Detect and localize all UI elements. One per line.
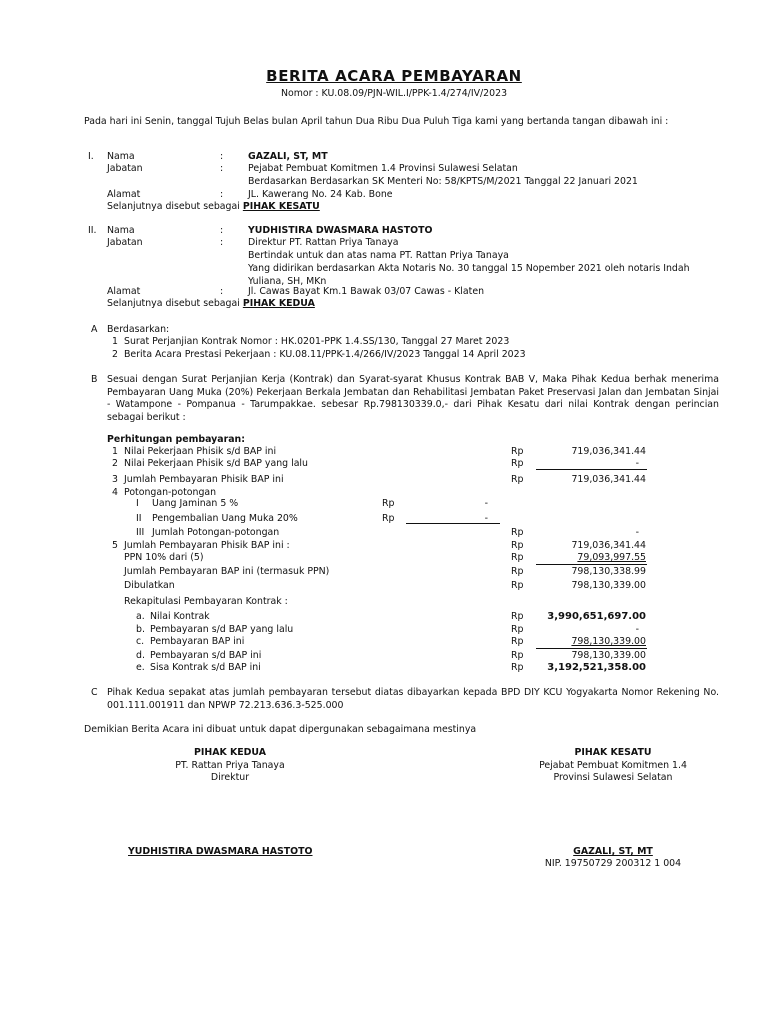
rp-label: Rp [511,650,524,661]
recap-label: Sisa Kontrak s/d BAP ini [150,662,261,673]
intro-text: Pada hari ini Senin, tanggal Tujuh Belas bulan April tahun Dua Ribu Dua Puluh Tiga kami yang bertanda tangan dibawah ini : [84,116,669,127]
calc-row-number: 4 [112,487,118,498]
party-one-number: I. [88,151,94,162]
recap-number: b. [136,624,145,635]
sign-right-name: GAZALI, ST, MT [573,846,653,857]
party-two-alias-line [107,298,315,310]
recap-label: Pembayaran s/d BAP yang lalu [150,624,294,635]
subtotal-rule [536,469,647,470]
rp-label: Rp [511,662,524,673]
party-one-address-label: Alamat [107,189,141,200]
rp-label: Rp [511,474,524,485]
section-b-text: Sesuai dengan Surat Perjanjian Kerja (Kontrak) dan Syarat-syarat Khusus Kontrak BAB V, Maka Pihak Kedua berhak menerima Pembayaran Uang Muka (20%) Pekerjaan Berkala Jembatan dan Rehabilitasi Jembatan Paket Preservasi Jalan dan Jembatan Sinjai - Watampone - Pompanua - Tarumpakkae. sebesar Rp.798130339.0,- dari Pihak Kesatu dari nilai Kontrak dengan perincian sebagai berikut : [107,374,719,423]
colon: : [220,237,224,248]
party-one-address: JL. Kawerang No. 24 Kab. Bone [248,189,393,200]
recap-label: Pembayaran BAP ini [150,636,245,647]
party-two-name: YUDHISTIRA DWASMARA HASTOTO [248,225,433,236]
recap-number: e. [136,662,145,673]
recap-rule [536,648,647,649]
recap-value: 798,130,339.00 [571,636,646,647]
section-a-item: Surat Perjanjian Kontrak Nomor : HK.0201-PPK 1.4.SS/130, Tanggal 27 Maret 2023 [124,336,510,347]
party-two-position-acting: Bertindak untuk dan atas nama PT. Rattan Priya Tanaya [248,250,509,261]
section-a-letter: A [91,324,98,335]
sign-right-nip: NIP. 19750729 200312 1 004 [544,858,682,869]
rp-label: Rp [511,458,524,469]
deduction-number: II [136,513,142,524]
party-two-number: II. [88,225,97,236]
calc-row-label: Nilai Pekerjaan Phisik s/d BAP ini [124,446,277,457]
sign-left-title: Direktur [210,772,250,783]
party-one-position-label: Jabatan [107,163,143,174]
party-two-alias: PIHAK KEDUA [242,298,315,309]
party-one-alias: PIHAK KESATU [242,201,320,212]
calc-row-number: 5 [112,540,118,551]
rp-label: Rp [511,566,524,577]
sign-right-province: Provinsi Sulawesi Selatan [553,772,673,783]
party-two-position: Direktur PT. Rattan Priya Tanaya [248,237,399,248]
recap-number: d. [136,650,145,661]
party-two-position-deed: Yang didirikan berdasarkan Akta Notaris No. 30 tanggal 15 Nopember 2021 oleh notaris Indah [248,263,690,274]
party-two-position-label: Jabatan [107,237,143,248]
calc-row-label: Jumlah Pembayaran Phisik BAP ini : [124,540,290,551]
recap-value: - [635,624,639,635]
sign-right-heading: PIHAK KESATU [574,747,652,758]
deduction-value: - [484,498,488,509]
section-a-item: Berita Acara Prestasi Pekerjaan : KU.08.11/PPK-1.4/266/IV/2023 Tanggal 14 April 2023 [124,349,526,360]
calc-row-value: 719,036,341.44 [571,446,646,457]
deduction-number: III [136,527,145,538]
party-one-name-label: Nama [107,151,135,162]
deduction-value: - [484,513,488,524]
section-a-item-number: 1 [112,336,118,347]
section-c-letter: C [91,687,98,698]
sign-left-heading: PIHAK KEDUA [193,747,267,758]
calc-row-number: 2 [112,458,118,469]
recap-number: c. [136,636,145,647]
document-number: Nomor : KU.08.09/PJN-WIL.I/PPK-1.4/274/IV/2023 [280,88,508,99]
colon: : [220,225,224,236]
recap-value: 3,192,521,358.00 [547,662,646,673]
party-one-position-basis: Berdasarkan Berdasarkan SK Menteri No: 58/KPTS/M/2021 Tanggal 22 Januari 2021 [248,176,638,187]
party-two-name-label: Nama [107,225,135,236]
rp-label: Rp [382,498,395,509]
closing-text: Demikian Berita Acara ini dibuat untuk dapat dipergunakan sebagaimana mestinya [84,724,477,735]
rp-label: Rp [511,527,524,538]
deduction-label: Jumlah Potongan-potongan [152,527,280,538]
calc-row-label: Jumlah Pembayaran Phisik BAP ini [124,474,284,485]
recap-label: Nilai Kontrak [150,611,210,622]
page-title: BERITA ACARA PEMBAYARAN [266,67,522,85]
party-one-alias-text: Selanjutnya disebut sebagai [107,201,240,212]
sign-right-position: Pejabat Pembuat Komitmen 1.4 [539,760,687,771]
calc-heading: Perhitungan pembayaran: [107,434,245,445]
deduction-total-value: - [635,527,639,538]
calc-row-label: Nilai Pekerjaan Phisik s/d BAP yang lalu [124,458,308,469]
ppn-label: PPN 10% dari (5) [124,552,204,563]
total-label: Jumlah Pembayaran BAP ini (termasuk PPN) [124,566,330,577]
colon: : [220,189,224,200]
calc-row-label: Potongan-potongan [124,487,217,498]
calc-row-value: - [635,458,639,469]
recap-label: Pembayaran s/d BAP ini [150,650,262,661]
rp-label: Rp [511,624,524,635]
party-two-address: Jl. Cawas Bayat Km.1 Bawak 03/07 Cawas - Klaten [248,286,485,297]
total-value: 798,130,338.99 [571,566,646,577]
section-b-letter: B [91,374,98,385]
party-two-address-label: Alamat [107,286,141,297]
ppn-value: 79,093,997.55 [577,552,646,563]
recap-heading: Rekapitulasi Pembayaran Kontrak : [124,596,288,607]
calc-row-value: 719,036,341.44 [571,474,646,485]
colon: : [220,151,224,162]
party-one-alias-line [107,201,320,213]
rp-label: Rp [511,552,524,563]
party-one-position: Pejabat Pembuat Komitmen 1.4 Provinsi Sulawesi Selatan [248,163,518,174]
rounded-label: Dibulatkan [124,580,175,591]
section-a-item-number: 2 [112,349,118,360]
recap-value: 798,130,339.00 [571,650,646,661]
section-c-text: Pihak Kedua sepakat atas jumlah pembayaran tersebut diatas dibayarkan kepada BPD DIY KCU Yogyakarta Nomor Rekening No. 001.111.001911 dan NPWP 72.213.636.3-525.000 [107,687,719,711]
deduction-label: Pengembalian Uang Muka 20% [152,513,298,524]
rounded-value: 798,130,339.00 [571,580,646,591]
deduction-rule [406,523,500,524]
calc-row-number: 3 [112,474,118,485]
section-a-heading: Berdasarkan: [107,324,170,335]
sign-left-name: YUDHISTIRA DWASMARA HASTOTO [128,846,313,857]
rp-label: Rp [511,540,524,551]
total-rule [536,564,647,565]
rp-label: Rp [511,636,524,647]
party-two-position-notary: Yuliana, SH, MKn [248,276,327,287]
party-two-alias-text: Selanjutnya disebut sebagai [107,298,240,309]
rp-label: Rp [511,580,524,591]
recap-value: 3,990,651,697.00 [547,611,646,622]
rp-label: Rp [382,513,395,524]
rp-label: Rp [511,446,524,457]
colon: : [220,163,224,174]
deduction-label: Uang Jaminan 5 % [152,498,239,509]
calc-row-value: 719,036,341.44 [571,540,646,551]
calc-row-number: 1 [112,446,118,457]
rp-label: Rp [511,611,524,622]
sign-left-company: PT. Rattan Priya Tanaya [175,760,285,771]
deduction-number: I [136,498,139,509]
party-one-name: GAZALI, ST, MT [248,151,328,162]
recap-number: a. [136,611,145,622]
colon: : [220,286,224,297]
